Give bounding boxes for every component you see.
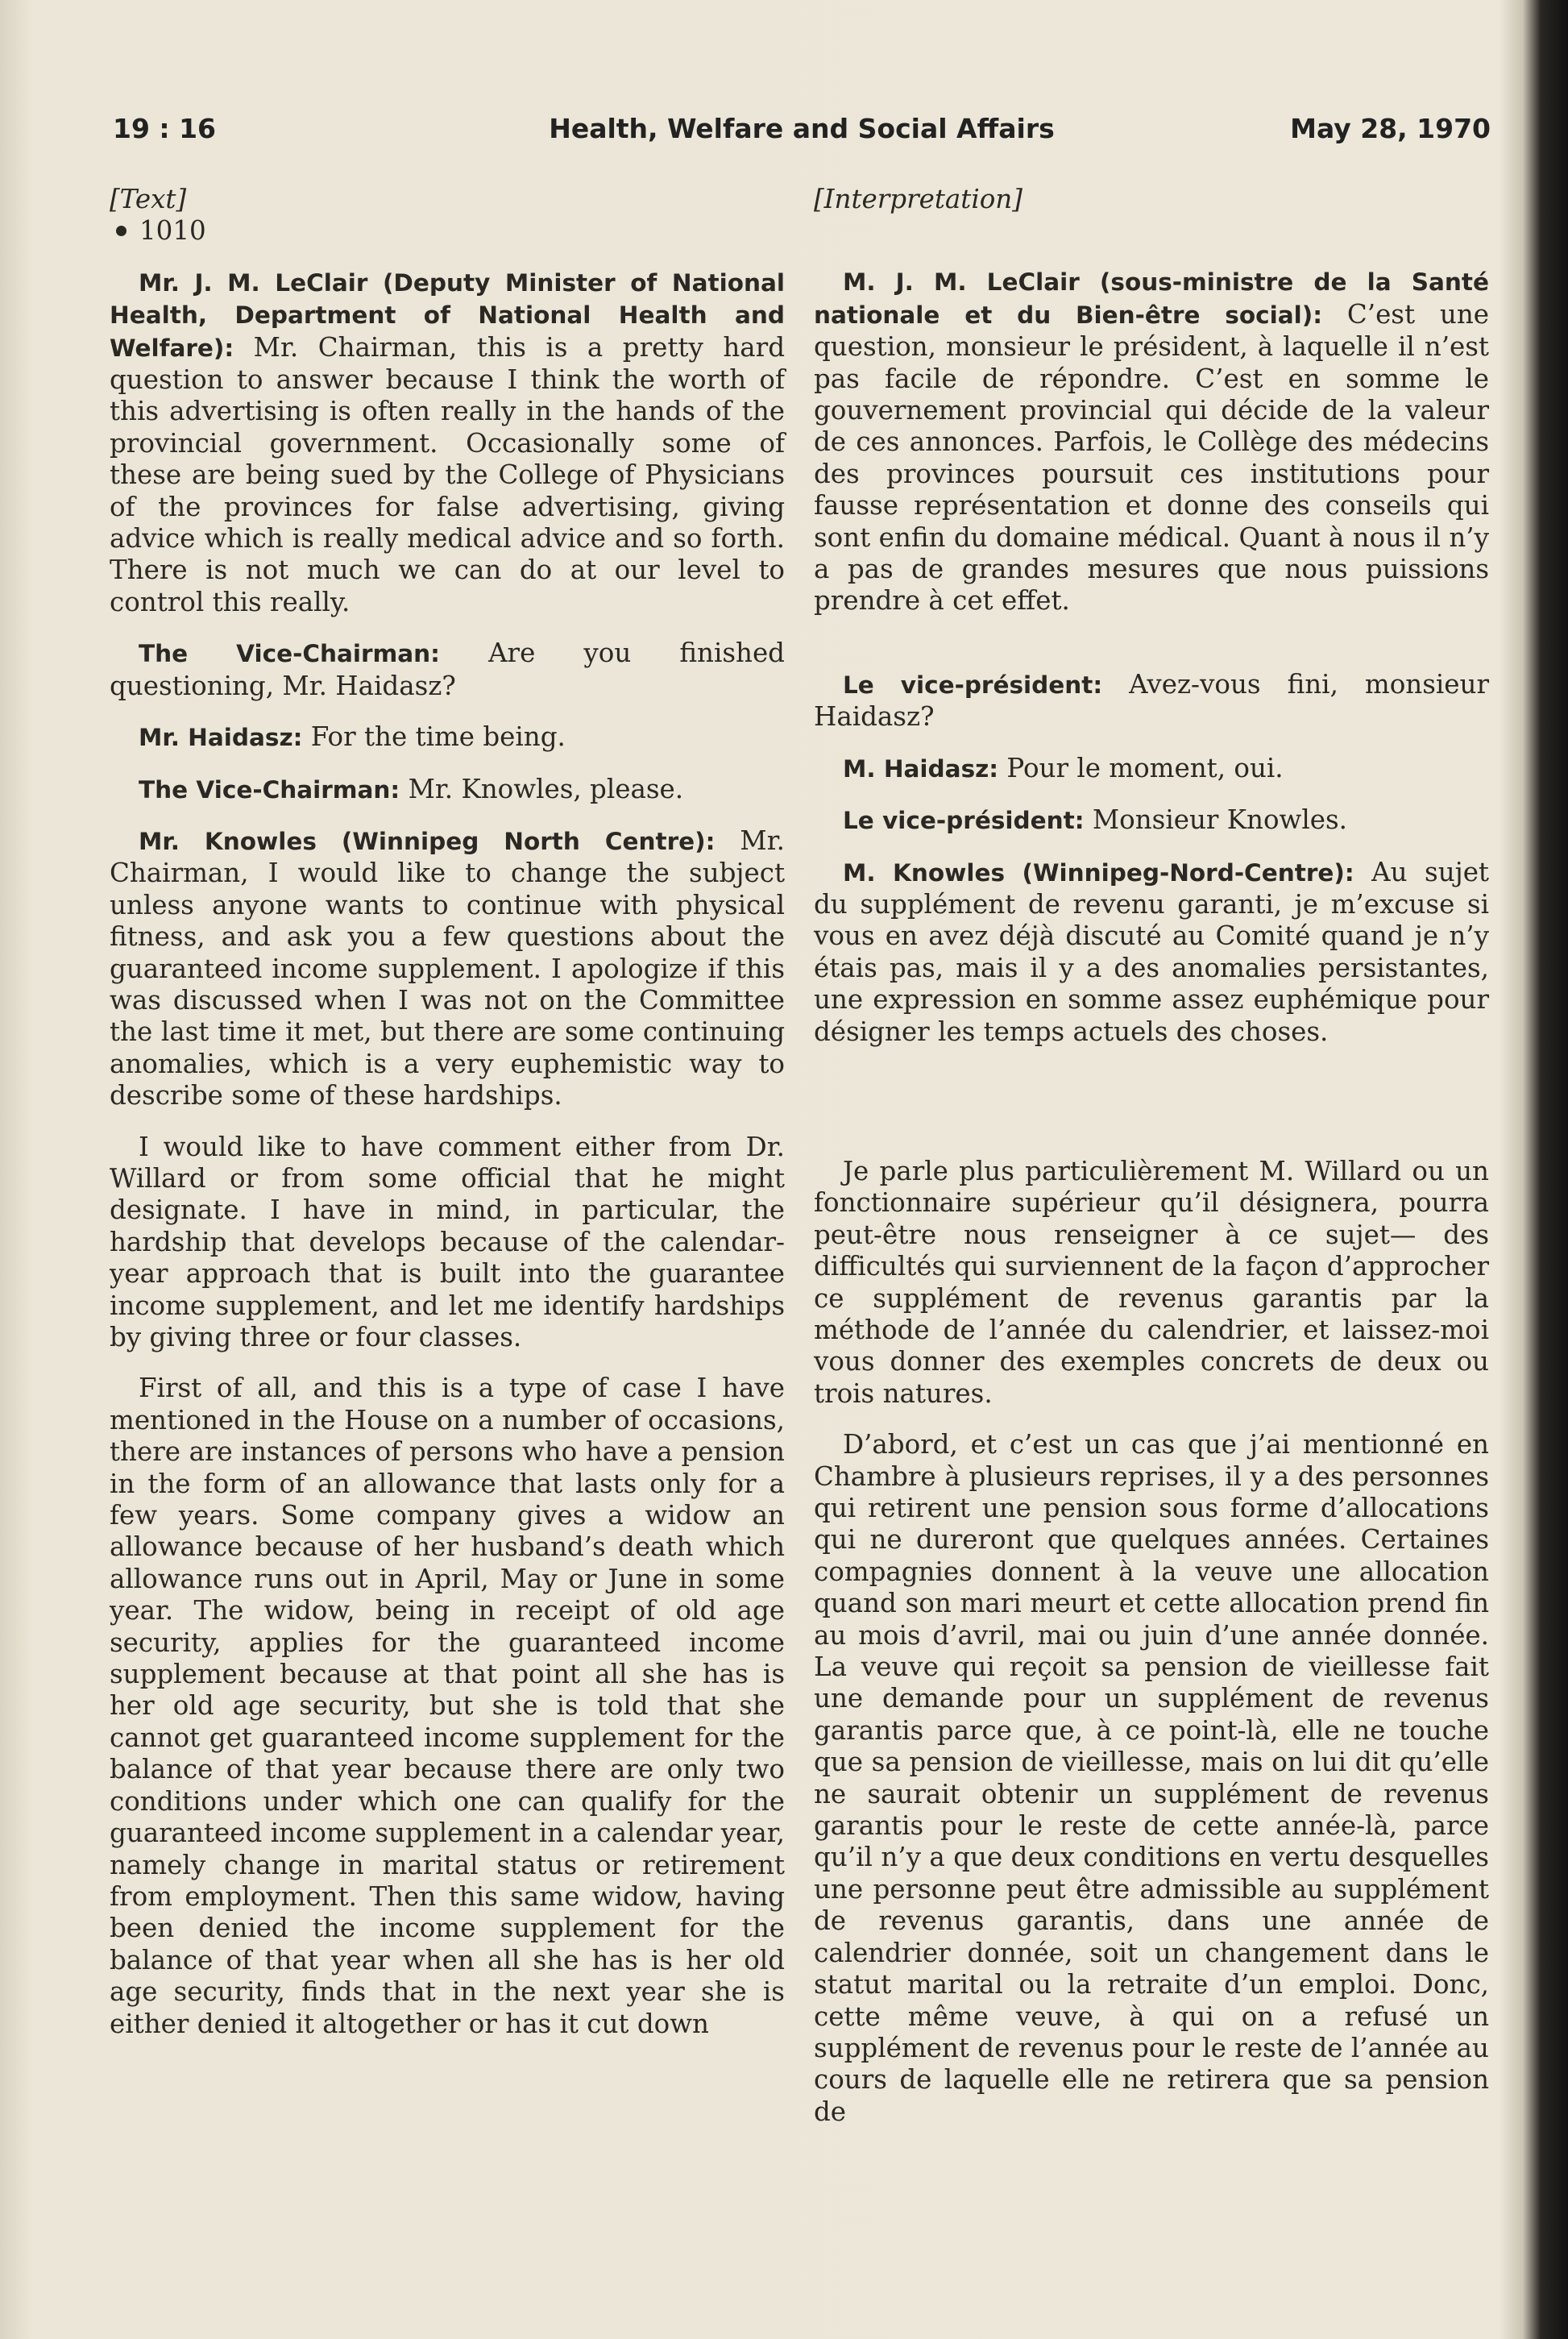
spacer [814, 637, 1489, 669]
header-date: May 28, 1970 [1290, 113, 1491, 144]
blank-line [814, 215, 1489, 247]
text-label: [Text] [110, 184, 187, 214]
speaker: The Vice-Chairman: [139, 640, 440, 668]
speaker: Mr. Haidasz: [139, 724, 303, 752]
paragraph [814, 804, 1489, 837]
paragraph [814, 1156, 1489, 1410]
french-column [814, 184, 1489, 2147]
paragraph [110, 638, 785, 702]
speaker: M. Knowles (Winnipeg-Nord-Centre): [843, 858, 1354, 887]
paragraph [814, 753, 1489, 785]
paragraph-text: Mr. Chairman, I would like to change the subject unless anyone wants to continue with physical fitness, and ask you a few questions about the guaranteed income supplement. I apologize if this was discussed when I was not on the Committee the last time it met, but there are some continuing anomalies, which is a very euphemistic way to describe some of these hardships. [110, 825, 785, 1111]
paragraph [110, 721, 785, 754]
speaker: Le vice-président: [843, 671, 1103, 699]
paragraph [110, 774, 785, 806]
paragraph-text: Avez-vous fini, monsieur Haidasz? [814, 668, 1489, 733]
paragraph-text: I would like to have comment either from Dr. Willard or from some official that he might designate. I have in mind, in particular, the hardship that develops because of the calendar-year approach that is built into the guarantee income supplement, and let me identify hardships by giving three or four classes. [110, 1131, 785, 1352]
english-column [110, 184, 785, 2059]
paragraph [814, 857, 1489, 1048]
paragraph-text: Monsieur Knowles. [1084, 804, 1347, 836]
speaker: M. Haidasz: [843, 754, 999, 783]
paragraph-text: For the time being. [302, 721, 566, 753]
paragraph [814, 266, 1489, 617]
paragraph [814, 1429, 1489, 2128]
speaker: Le vice-président: [843, 807, 1085, 835]
paragraph-text: Mr. Knowles, please. [400, 773, 684, 804]
paragraph-text: Mr. Chairman, this is a pretty hard question to answer because I think the worth of this advertising is often really in the hands of the provincial government. Occasionally some of these are being sued by the College of Physicians of the provinces for false advertising, giving advice which is really medical advice and so forth. There is not much we can do at our level to control this really. [110, 331, 785, 617]
paragraph [110, 1132, 785, 1354]
time-marker-value: 1010 [139, 215, 206, 247]
page-header [113, 113, 1491, 161]
paragraph-text: D’abord, et c’est un cas que j’ai mentionné en Chambre à plusieurs reprises, il y a des personnes qui retirent une pension sous forme d’allocations qui ne dureront que quelques années. Certaines compagnies donnent à la veuve une allocation quand son mari meurt et cette allocation prend fin au mois d’avril, mai ou juin d’une année donnée. La veuve qui reçoit sa pension de vieillesse fait une demande pour un supplément de revenus garantis parce que, à ce point-là, elle ne touche que sa pension de vieillesse, mais on lui dit qu’elle ne saurait obtenir un supplément de revenus garantis pour le reste de cette année-là, parce qu’il n’y a que deux conditions en vertu desquelles une personne peut être admissible au supplément de revenus garantis, dans une année de calendrier donnée, soit un changement dans le statut marital ou la retraite d’un emploi. Donc, cette même veuve, à qui on a refusé un supplément de revenus pour le reste de l’année au cours de laquelle elle ne retirera que sa pension de [814, 1429, 1489, 2127]
page-number: 19 : 16 [113, 113, 217, 144]
paragraph [110, 825, 785, 1112]
spacer [814, 1067, 1489, 1156]
bullet-icon [116, 226, 127, 236]
speaker: M. J. M. LeClair (sous-ministre de la Santé nationale et du Bien-être social): [814, 268, 1489, 329]
paragraph-text: Au sujet du supplément de revenu garanti, je m’excuse si vous en avez déjà discuté au Comité quand je n’y étais pas, mais il y a des anomalies persistantes, une expression en somme assez euphémique pour désigner les temps actuels des choses. [814, 856, 1489, 1047]
time-marker [110, 215, 785, 247]
paragraph-text: C’est une question, monsieur le président, à laquelle il n’est pas facile de répondre. C’est en somme le gouvernement provincial qui décide de la valeur de ces annonces. Parfois, le Collège des médecins des provinces poursuit ces institutions pour fausse représentation et donne des conseils qui sont enfin du domaine médical. Quant à nous il n’y a pas de grandes mesures que nous puissions prendre à cet effet. [814, 298, 1489, 617]
paragraph [814, 669, 1489, 733]
paragraph [110, 267, 785, 618]
paragraph-text: Je parle plus particulièrement M. Willard ou un fonctionnaire supérieur qu’il désignera, pourra peut-être nous renseigner à ce sujet— des difficultés qui surviennent de la façon d’approcher ce supplément de revenus garantis par la méthode de l’année du calendrier, et laissez-moi vous donner des exemples concrets de deux ou trois natures. [814, 1155, 1489, 1409]
interpretation-label: [Interpretation] [814, 184, 1023, 214]
speaker: Mr. J. M. LeClair (Deputy Minister of National Health, Department of National Health and Welfare): [110, 268, 785, 362]
speaker: The Vice-Chairman: [139, 775, 400, 804]
paragraph-text: Are you finished questioning, Mr. Haidasz? [110, 638, 785, 701]
speaker: Mr. Knowles (Winnipeg North Centre): [139, 827, 716, 855]
paragraph-text: First of all, and this is a type of case I have mentioned in the House on a number of occasions, there are instances of persons who have a pension in the form of an allowance that lasts only for a few years. Some company gives a widow an allowance because of her husband’s death which allowance runs out in April, May or June in some year. The widow, being in receipt of old age security, applies for the guaranteed income supplement because at that point all she has is her old age security, but she is told that she cannot get guaranteed income supplement for the balance of that year because there are only two conditions under which one can qualify for the guaranteed income supplement in a calendar year, namely change in marital status or retirement from employment. Then this same widow, having been denied the income supplement for the balance of that year when all she has is her old age security, finds that in the next year she is either denied it altogether or has it cut down [110, 1373, 785, 2039]
paragraph-text: Pour le moment, oui. [998, 752, 1284, 783]
paragraph [110, 1373, 785, 2040]
running-title: Health, Welfare and Social Affairs [549, 113, 1055, 144]
